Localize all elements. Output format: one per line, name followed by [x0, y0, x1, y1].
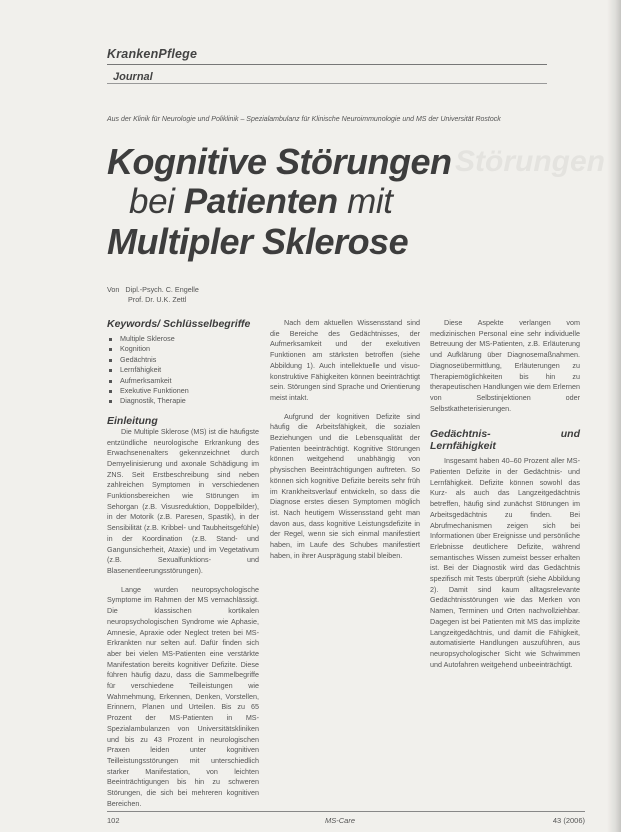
spine-shadow	[607, 0, 621, 832]
journal-title: KrankenPflege	[107, 47, 198, 61]
keyword-item: Kognition	[107, 344, 259, 354]
page-number: 102	[107, 816, 120, 825]
column-1	[107, 318, 259, 809]
keyword-item: Gedächtnis	[107, 355, 259, 365]
keyword-item: Diagnostik, Therapie	[107, 396, 259, 406]
intro-paragraph-2: Lange wurden neuropsychologische Symptome im Rahmen der MS vernachlässigt. Die klassischen kortikalen neuropsychologischen Syndrome wie Aphasie, Amnesie, Apraxie oder Neglect treten bei MS-Erkrankten nur selten auf. Dafür finden sich aber bei vielen MS-Patienten eine verstärkte Manifestation bereits kognitiver Defizite. Diese führen häufig dazu, dass die Sammelbegriffe für verschiedene Teilleistungen wie Wahrnehmung, Erkennen, Denken, Vorstellen, Erinnern, Planen und Urteilen. Bis zu 65 Prozent der MS-Patienten in MS-Spezialambulanzen von Universitätskliniken und bis zu 43 Prozent in neurologischen Praxen leiden unter kognitiven Teilleistungsstörungen mit unterschiedlich starker Manifestation, von leichten Beeinträchtigungen bis hin zu schweren Störungen, die sich bei mehreren kognitiven Bereichen.	[107, 584, 259, 808]
author-2: Prof. Dr. U.K. Zettl	[128, 295, 187, 304]
column-3	[430, 318, 580, 670]
author-1: Dipl.-Psych. C. Engelle	[125, 285, 199, 294]
footer-issue: 43 (2006)	[552, 816, 585, 825]
authors-prefix: Von	[107, 285, 120, 294]
intro-paragraph-4: Aufgrund der kognitiven Defizite sind häufig die Arbeitsfähigkeit, die sozialen Beziehungen und die Lebensqualität der Patienten beeinträchtigt. Kognitive Störungen können weitgehend unabhängig von physischen Beeinträchtigungen auftreten. So können sich kognitive Defizite bereits sehr früh im Krankheitsverlauf entwickeln, so dass die Diagnose erstes diesen Symptomen möglich ist. Nach heutigem Wissensstand geht man davon aus, dass kognitive Leistungsdefizite in der Regel, wenn sie sich einmal manifestiert haben, im Laufe des Schubes manifestiert haben, in ihrer Ausprägung stabil bleiben.	[270, 411, 420, 560]
headline-line-1: Kognitive Störungen	[107, 141, 452, 182]
headline-word-bei: bei	[129, 182, 175, 221]
header-rule	[107, 64, 547, 65]
keyword-item: Exekutive Funktionen	[107, 386, 259, 396]
footer-journal: MS-Care	[325, 816, 356, 825]
keyword-item: Multiple Sklerose	[107, 334, 259, 344]
show-through-text: Störungen	[455, 145, 605, 178]
headline-line-3: Multipler Sklerose	[107, 221, 409, 262]
journal-subtitle: Journal	[113, 71, 153, 83]
article-headline	[107, 142, 527, 262]
column-2	[270, 318, 420, 561]
footer-rule	[107, 811, 585, 812]
keyword-item: Lernfähigkeit	[107, 365, 259, 375]
institution-note: Aus der Klinik für Neurologie und Poliklinik – Spezialambulanz für Klinische Neuroimmunologie und MS der Universität Rostock	[107, 116, 501, 123]
headline-word-patienten: Patienten	[183, 182, 338, 221]
keywords-title: Keywords/ Schlüsselbegriffe	[107, 318, 251, 330]
headline-word-mit: mit	[347, 182, 393, 221]
keyword-item: Aufmerksamkeit	[107, 376, 259, 386]
header-rule-lower	[107, 83, 547, 84]
headline-line-2	[107, 182, 527, 222]
intro-paragraph-3: Nach dem aktuellen Wissensstand sind die Bereiche des Gedächtnisses, der Aufmerksamkeit und der exekutiven Funktionen am stärksten betroffen (siehe Abbildung 1). Auch intellektuelle und visuo-konstruktive Fähigkeiten können beeinträchtigt sein. Störungen sind Sprache und Orientierung meist intakt.	[270, 318, 420, 402]
journal-header	[107, 47, 547, 83]
intro-title: Einleitung	[107, 414, 158, 427]
column3-paragraph-1: Diese Aspekte verlangen vom medizinischen Personal eine sehr individuelle Betreuung der MS-Patienten, z.B. Erläuterung und Aufklärung über Diagnosemaßnahmen. Diagnoseübermittlung, Erläuterungen zu Therapiemöglichkeiten bis hin zu therapeutischen Handlungen wie dem Erlernen von Selbstinjektionen oder Selbstkatheterisierungen.	[430, 318, 580, 413]
author-block	[107, 285, 307, 305]
memory-section-title: Gedächtnis- und Lernfähigkeit	[430, 428, 580, 453]
intro-paragraph-1: Die Multiple Sklerose (MS) ist die häufigste entzündliche neurologische Erkrankung des Erwachsenenalters gekennzeichnet durch Demyelinisierung und axonale Schädigung im ZNS. Seit Erstbeschreibung sind neben zahlreichen Symptomen in verschiedenen Funktionsbereichen wie Störungen im Sehorgan (z.B. Visusreduktion, Doppelbilder), in der Motorik (z.B. Paresen, Spastik), in der Sensibilität (z.B. Kribbel- und Taubheitsgefühle) in der Koordination (z.B. Stand- und Gangunsicherheit, Ataxie) und im Vegetativum (z.B. Sexualfunktions- und Blasenentleerungsstörungen).	[107, 426, 259, 575]
memory-paragraph-1: Insgesamt haben 40–60 Prozent aller MS-Patienten Defizite in der Gedächtnis- und Lernfähigkeit. Defizite können sowohl das Kurz- als auch das Langzeitgedächtnis betreffen, häufig sind zunächst Störungen im Arbeitsgedächtnis zu finden. Bei Abrufmechanismen zeigen sich bei Informationen über Ereignisse und persönliche Erlebnisse deutlichere Defizite, während semantisches Wissen zumeist besser erhalten ist. Bei der Diagnostik wird das Gedächtnis spezifisch mit Tests überprüft (siehe Abbildung 2). Damit sind kaum alltagsrelevante Gedächtnisstörungen wie das Merken von Namen, Terminen und Orten nachvollziehbar. Dagegen ist bei Patienten mit MS das implizite Langzeitgedächtnis, und damit die Fähigkeit, automatisierte Handlungen auszuführen, aus neuropsychologischer Sicht wie Schwimmen und Autofahren weitgehend unbeeinträchtigt.	[430, 456, 580, 669]
keywords-list	[107, 334, 259, 407]
